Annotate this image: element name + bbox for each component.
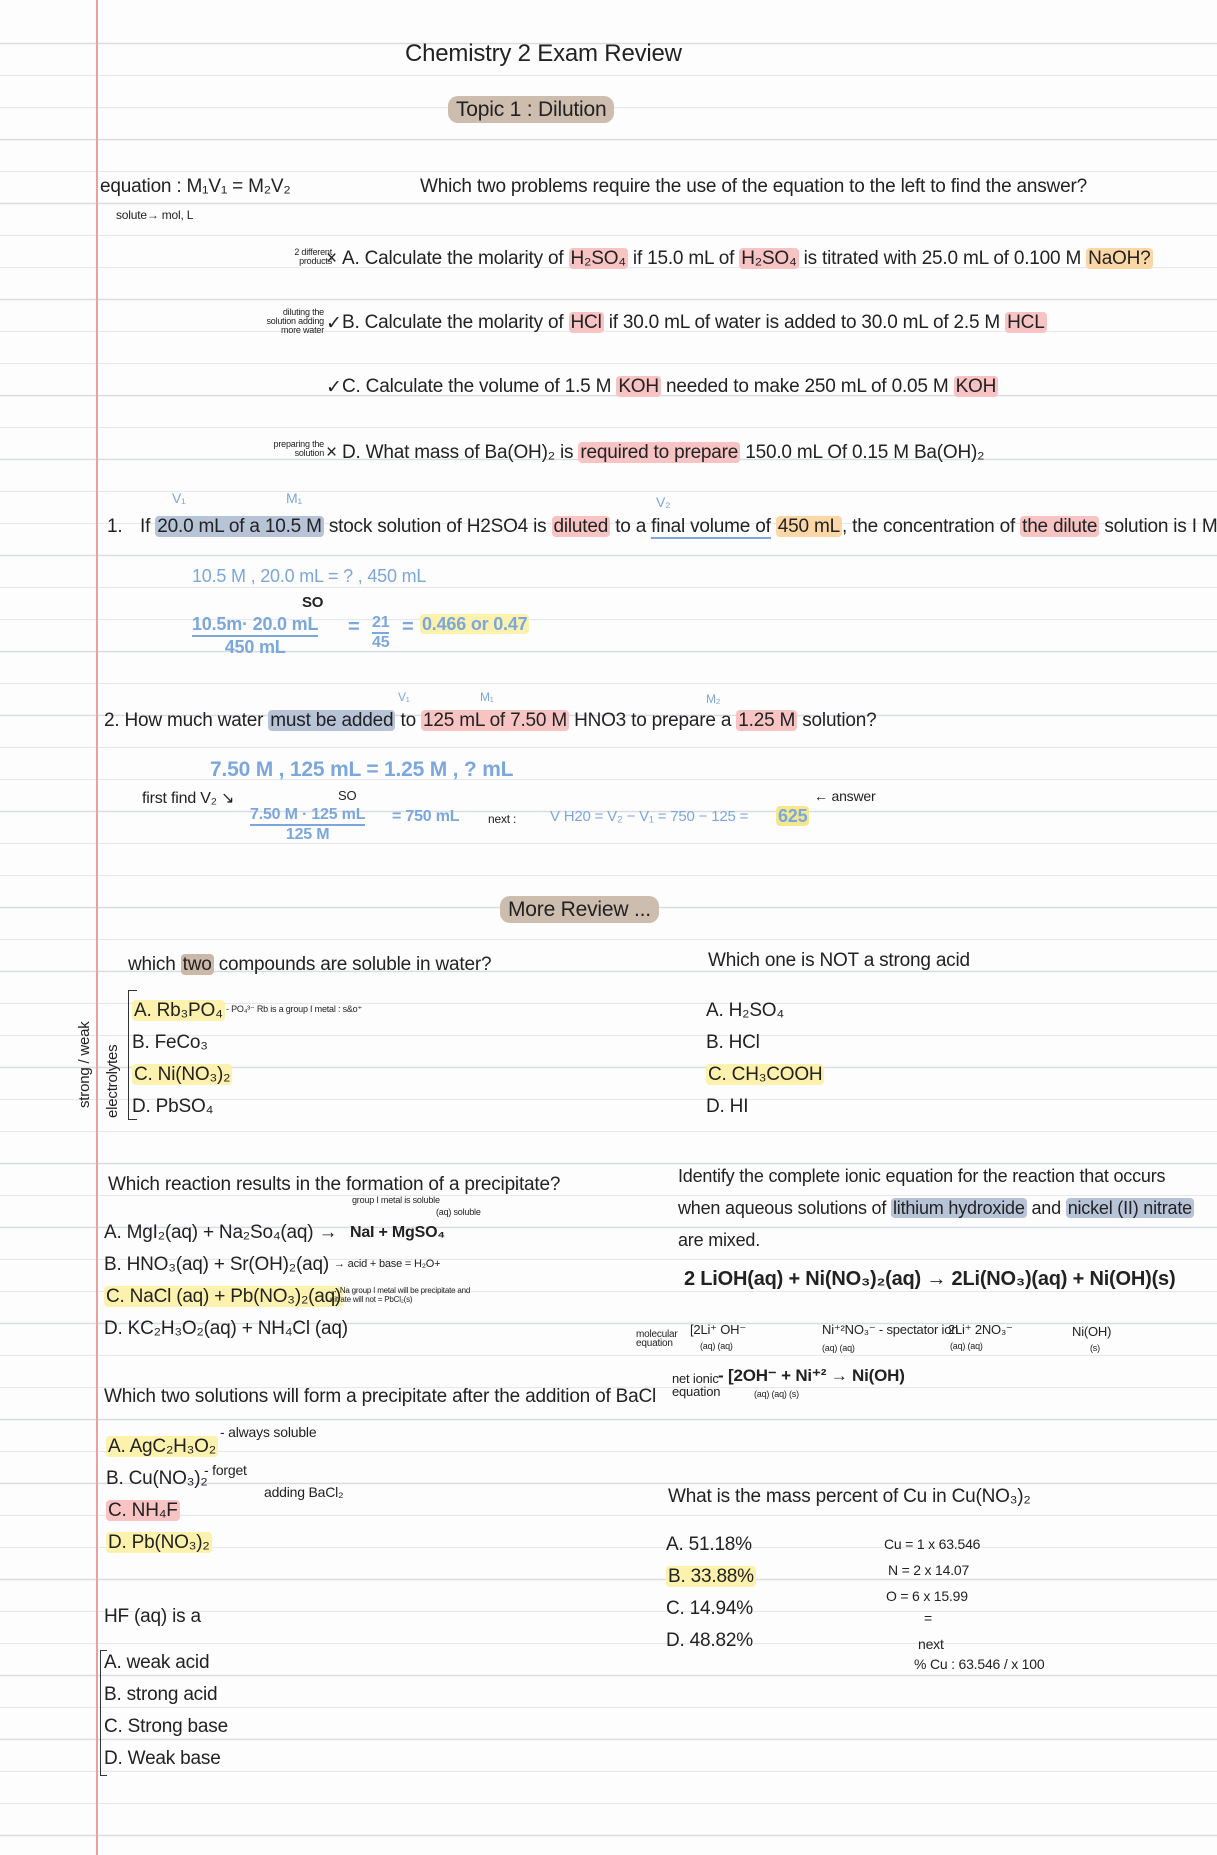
p1-work1: 10.5 M , 20.0 mL = ? , 450 mL <box>192 566 427 586</box>
acid-a: A. H₂SO₄ <box>706 1000 784 1021</box>
p2-work1: 7.50 M , 125 mL = 1.25 M , ? mL <box>210 758 514 781</box>
soluble-a-note: - PO₄³⁻ Rb is a group I metal : s&o⁺ <box>226 1004 363 1014</box>
p1-text: If 20.0 mL of a 10.5 M stock solution of H2SO4 is diluted to a final volume of 450 mL , the concentration of the dilute solution is I M <box>140 516 1217 537</box>
ionic-q1: Identify the complete ionic equation for the reaction that occurs <box>678 1166 1166 1186</box>
p2-label-v1: V₁ <box>398 690 410 704</box>
margin-line <box>96 0 98 1855</box>
mass-b: B. 33.88% <box>668 1566 754 1587</box>
p1-label-m1: M₁ <box>286 490 302 506</box>
soluble-side-label: strong / weak <box>76 1021 93 1108</box>
bacl-b-note: - forget <box>204 1462 247 1478</box>
p1-equals1: = <box>348 616 360 638</box>
p1-number: 1. <box>107 516 123 537</box>
option-a: A. Calculate the molarity of H₂SO₄ if 15.0 mL of H₂SO₄ is titrated with 25.0 mL of 0.100 M NaOH? <box>342 248 1151 269</box>
hf-d: D. Weak base <box>104 1748 221 1769</box>
soluble-c: C. Ni(NO₃)₂ <box>134 1064 231 1085</box>
ionic-mol-label: molecular equation <box>636 1329 678 1349</box>
p2-veq: V H20 = V₂ − V₁ = 750 − 125 = <box>550 808 749 825</box>
soluble-d: D. PbSO₄ <box>132 1096 214 1117</box>
precip-note1b: (aq) soluble <box>436 1207 481 1217</box>
mass-work1: Cu = 1 x 63.546 <box>884 1536 981 1552</box>
p1-equals2: = <box>402 616 414 638</box>
hf-a: A. weak acid <box>104 1652 210 1673</box>
ionic-ions2-state: (aq) (aq) <box>822 1343 855 1353</box>
question-two-problems: Which two problems require the use of the equation to the left to find the answer? <box>420 176 1087 197</box>
precip-d: D. KC₂H₃O₂(aq) + NH₄Cl (aq) <box>104 1318 348 1339</box>
precip-a: A. MgI₂(aq) + Na₂So₄(aq) → <box>104 1222 338 1243</box>
bacl-d: D. Pb(NO₃)₂ <box>108 1532 210 1553</box>
option-b-mark: ✓ <box>326 313 342 334</box>
mass-work4: = <box>924 1610 932 1626</box>
topic-heading: Topic 1 : Dilution <box>448 98 614 122</box>
precip-c: C. NaCl (aq) + Pb(NO₃)₂(aq) <box>106 1286 342 1307</box>
note-a: 2 different products <box>294 247 332 266</box>
ionic-equation: 2 LiOH(aq) + Ni(NO₃)₂(aq) → 2Li(NO₃)(aq) + Ni(OH)(s) <box>684 1268 1176 1290</box>
note-b: diluting the solution adding more water <box>266 307 324 335</box>
mass-question: What is the mass percent of Cu in Cu(NO₃)₂ <box>668 1486 1031 1507</box>
p2-so: SO <box>338 788 357 803</box>
ionic-ions2: Ni⁺²NO₃⁻ - spectator ion <box>822 1322 959 1337</box>
precip-a-product: NaI + MgSO₄ <box>350 1224 445 1241</box>
ionic-ions3: 2Li⁺ 2NO₃⁻ <box>948 1322 1013 1337</box>
ionic-net: - [2OH⁻ + Ni⁺² → Ni(OH) <box>718 1366 905 1385</box>
precip-c-note: → Na group I metal will be precipitate and nitrate will not = PbCl₂(s) <box>330 1286 471 1304</box>
p1-label-v2: V₂ <box>656 494 671 510</box>
p1-fraction: 10.5m· 20.0 mL 450 mL <box>192 614 319 657</box>
mass-work3: O = 6 x 15.99 <box>886 1588 968 1604</box>
mass-work5: next <box>918 1636 944 1652</box>
equation-label: equation : M₁V₁ = M₂V₂ <box>100 176 291 197</box>
p2-label-m1: M₁ <box>480 690 494 704</box>
option-c: C. Calculate the volume of 1.5 M KOH needed to make 250 mL of 0.05 M KOH <box>342 376 997 397</box>
p1-fraction2: 21 45 <box>372 614 390 651</box>
hf-b: B. strong acid <box>104 1684 218 1705</box>
p1-answer: 0.466 or 0.47 <box>422 614 528 634</box>
ionic-ions3-state: (aq) (aq) <box>950 1341 983 1351</box>
soluble-a: A. Rb₃PO₄ <box>134 1000 223 1021</box>
precip-b-note: → acid + base = H₂O+ <box>334 1258 441 1270</box>
bacl-question: Which two solutions will form a precipitate after the addition of BaCl <box>104 1386 657 1407</box>
hf-question: HF (aq) is a <box>104 1606 201 1627</box>
bacl-side: adding BaCl₂ <box>264 1484 344 1500</box>
option-c-mark: ✓ <box>326 377 342 398</box>
bacl-c: C. NH₄F <box>108 1500 178 1521</box>
p2-label-m2: M₂ <box>706 692 721 706</box>
hf-c: C. Strong base <box>104 1716 228 1737</box>
soluble-question: which two compounds are soluble in water? <box>128 954 492 975</box>
ionic-ions1-state: (aq) (aq) <box>700 1341 733 1351</box>
bacl-b: B. Cu(NO₃)₂ <box>106 1468 208 1489</box>
mass-d: D. 48.82% <box>666 1630 753 1651</box>
option-a-mark: × <box>326 248 337 269</box>
option-d-mark: × <box>326 442 337 463</box>
precip-b: B. HNO₃(aq) + Sr(OH)₂(aq) <box>104 1254 329 1275</box>
p1-label-v1: V₁ <box>172 490 186 506</box>
p2-text: 2. How much water must be added to 125 mL of 7.50 M HNO3 to prepare a 1.25 M solution? <box>104 710 877 731</box>
ionic-q3: are mixed. <box>678 1230 761 1250</box>
soluble-side-label2: electrolytes <box>104 1044 121 1118</box>
ionic-q2: when aqueous solutions of lithium hydroxide and nickel (II) nitrate <box>678 1198 1192 1218</box>
precip-note1: group I metal is soluble <box>352 1195 440 1205</box>
ionic-ions4-state: (s) <box>1090 1343 1100 1353</box>
soluble-b: B. FeCo₃ <box>132 1032 208 1053</box>
acid-question: Which one is NOT a strong acid <box>708 950 970 971</box>
acid-d: D. HI <box>706 1096 749 1117</box>
acid-c: C. CH₃COOH <box>708 1064 823 1085</box>
p1-so: SO <box>302 594 324 611</box>
p2-first: first find V₂ ↘ <box>142 790 235 807</box>
bacl-a: A. AgC₂H₃O₂ <box>108 1436 216 1457</box>
p2-eq: = 750 mL <box>392 808 460 825</box>
precip-question: Which reaction results in the formation of a precipitate? <box>108 1174 561 1195</box>
mass-a: A. 51.18% <box>666 1534 752 1555</box>
ionic-net-state: (aq) (aq) (s) <box>754 1389 799 1399</box>
ionic-ions4: Ni(OH) <box>1072 1324 1112 1339</box>
mass-c: C. 14.94% <box>666 1598 753 1619</box>
note-d: preparing the solution <box>273 439 324 458</box>
page-title: Chemistry 2 Exam Review <box>405 40 682 67</box>
p2-answer: 625 <box>778 806 808 826</box>
p2-fraction: 7.50 M · 125 mL 125 M <box>250 806 366 843</box>
more-review: More Review ... <box>500 898 659 922</box>
option-d: D. What mass of Ba(OH)₂ is required to prepare 150.0 mL Of 0.15 M Ba(OH)₂ <box>342 442 985 463</box>
ionic-net-label: net ionic equation <box>672 1371 721 1399</box>
bacl-a-note: - always soluble <box>220 1424 317 1440</box>
equation-note: solute→ mol, L <box>116 208 194 222</box>
mass-work2: N = 2 x 14.07 <box>888 1562 970 1578</box>
p2-answer-note: ← answer <box>814 788 876 804</box>
ionic-ions1: [2Li⁺ OH⁻ <box>690 1322 746 1337</box>
mass-work6: % Cu : 63.546 / x 100 <box>914 1656 1045 1672</box>
option-b: B. Calculate the molarity of HCl if 30.0 mL of water is added to 30.0 mL of 2.5 M HCL <box>342 312 1045 333</box>
acid-b: B. HCl <box>706 1032 760 1053</box>
p2-next: next : <box>488 812 517 826</box>
